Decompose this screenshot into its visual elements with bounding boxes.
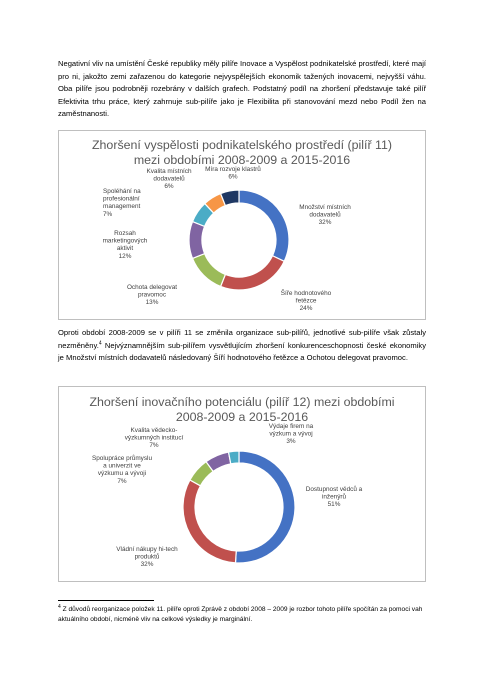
paragraph-2-text-b: Nejvýznamnějším sub-pilířem vysvětlujícím zhoršení konkurenceschopnosti české ekonomiky je Množství místních dodavatelů následovaný Šíří hodnotového řetězce a Ochotou delegovat pravomoc.: [58, 340, 426, 363]
chart-1-slice-4: [189, 222, 205, 259]
chart-2-donut: [59, 387, 427, 583]
chart-1-data-label-4: Rozsah marketingových aktivit 12%: [102, 230, 148, 260]
footnote-reference[interactable]: 4: [98, 340, 102, 347]
chart-2-data-label-1: Dostupnost vědců a inženýrů 51%: [305, 486, 363, 509]
chart-1-data-label-6: Kvalita místních dodavatelů 6%: [146, 168, 192, 191]
chart-1-data-label-7: Míra rozvoje klastrů 6%: [205, 166, 261, 181]
chart-1-container: [58, 130, 426, 320]
chart-2-data-label-2: Vládní nákupy hi-tech produktů 32%: [116, 546, 178, 569]
chart-2-title-line2: 2008-2009 a 2015-2016: [175, 410, 309, 424]
chart-1-slice-2: [221, 256, 285, 290]
paragraph-2-text-a: Oproti období 2008-2009 se v pilíři 11 se změnila organizace sub-pilířů, jednotlivé sub-pilíře však zůstaly nezměněny.: [58, 328, 426, 350]
chart-1-title-line1: Zhoršení vyspělosti podnikatelského prostředí (pilíř 11): [91, 138, 393, 152]
chart-1-slice-1: [239, 190, 289, 261]
chart-2-data-label-3: Spolupráce průmyslu a univerzit ve výzkumu a vývoji 7%: [91, 455, 153, 485]
footnote-divider: [58, 600, 154, 601]
chart-2-title-line1: Zhoršení inovačního potenciálu (pilíř 12) mezi obdobími: [89, 395, 395, 409]
chart-1-data-label-2: Šíře hodnotového řetězce 24%: [280, 290, 332, 313]
chart-1-title-line2: mezi obdobími 2008-2009 a 2015-2016: [133, 153, 351, 167]
chart-1-slice-3: [193, 254, 226, 287]
footnote: [58, 605, 428, 626]
chart-1-data-label-3: Ochota delegovat pravomoc 13%: [126, 284, 178, 307]
chart-2-slice-2: [183, 480, 236, 563]
chart-2-container: [58, 386, 426, 582]
chart-1-donut: [59, 131, 427, 321]
chart-2-slice-1: [235, 451, 295, 563]
footnote-number: 4: [58, 603, 61, 610]
chart-2-data-label-5: Výdaje firem na výzkum a vývoj 3%: [268, 423, 314, 446]
footnote-text: Z důvodů reorganizace položek 11. pilíře oproti Zprávě z období 2008 – 2009 je rozbor tohoto pilíře spočítán za pomoci vah aktuálního období, nicméně vliv na celkové výsledky je marginální.: [58, 606, 423, 624]
chart-1-data-label-1: Množství místních dodavatelů 32%: [299, 204, 351, 227]
chart-2-data-label-4: Kvalita vědecko-výzkumných institucí 7%: [124, 427, 184, 450]
paragraph-2: [58, 327, 426, 365]
chart-1-data-label-5: Spoléhání na profesionální management 7%: [103, 188, 141, 218]
paragraph-1: Negativní vliv na umístění České republiky měly pilíře Inovace a Vyspělost podnikatelské prostředí, které mají pro ni, jakožto zemi zařazenou do kategorie nejvyspělejších ekonomik tažených inovacemi, nejvyšší váhu. Oba pilíře jsou podrobněji rozebrány v dalších grafech. Podstatný podíl na zhoršení představuje také pilíř Efektivita trhu práce, který zahrnuje sub-pilíře jako je Flexibilita při stanovování mezd nebo Podíl žen na zaměstnanosti.: [58, 59, 426, 119]
chart-2-slice-5: [229, 451, 239, 464]
